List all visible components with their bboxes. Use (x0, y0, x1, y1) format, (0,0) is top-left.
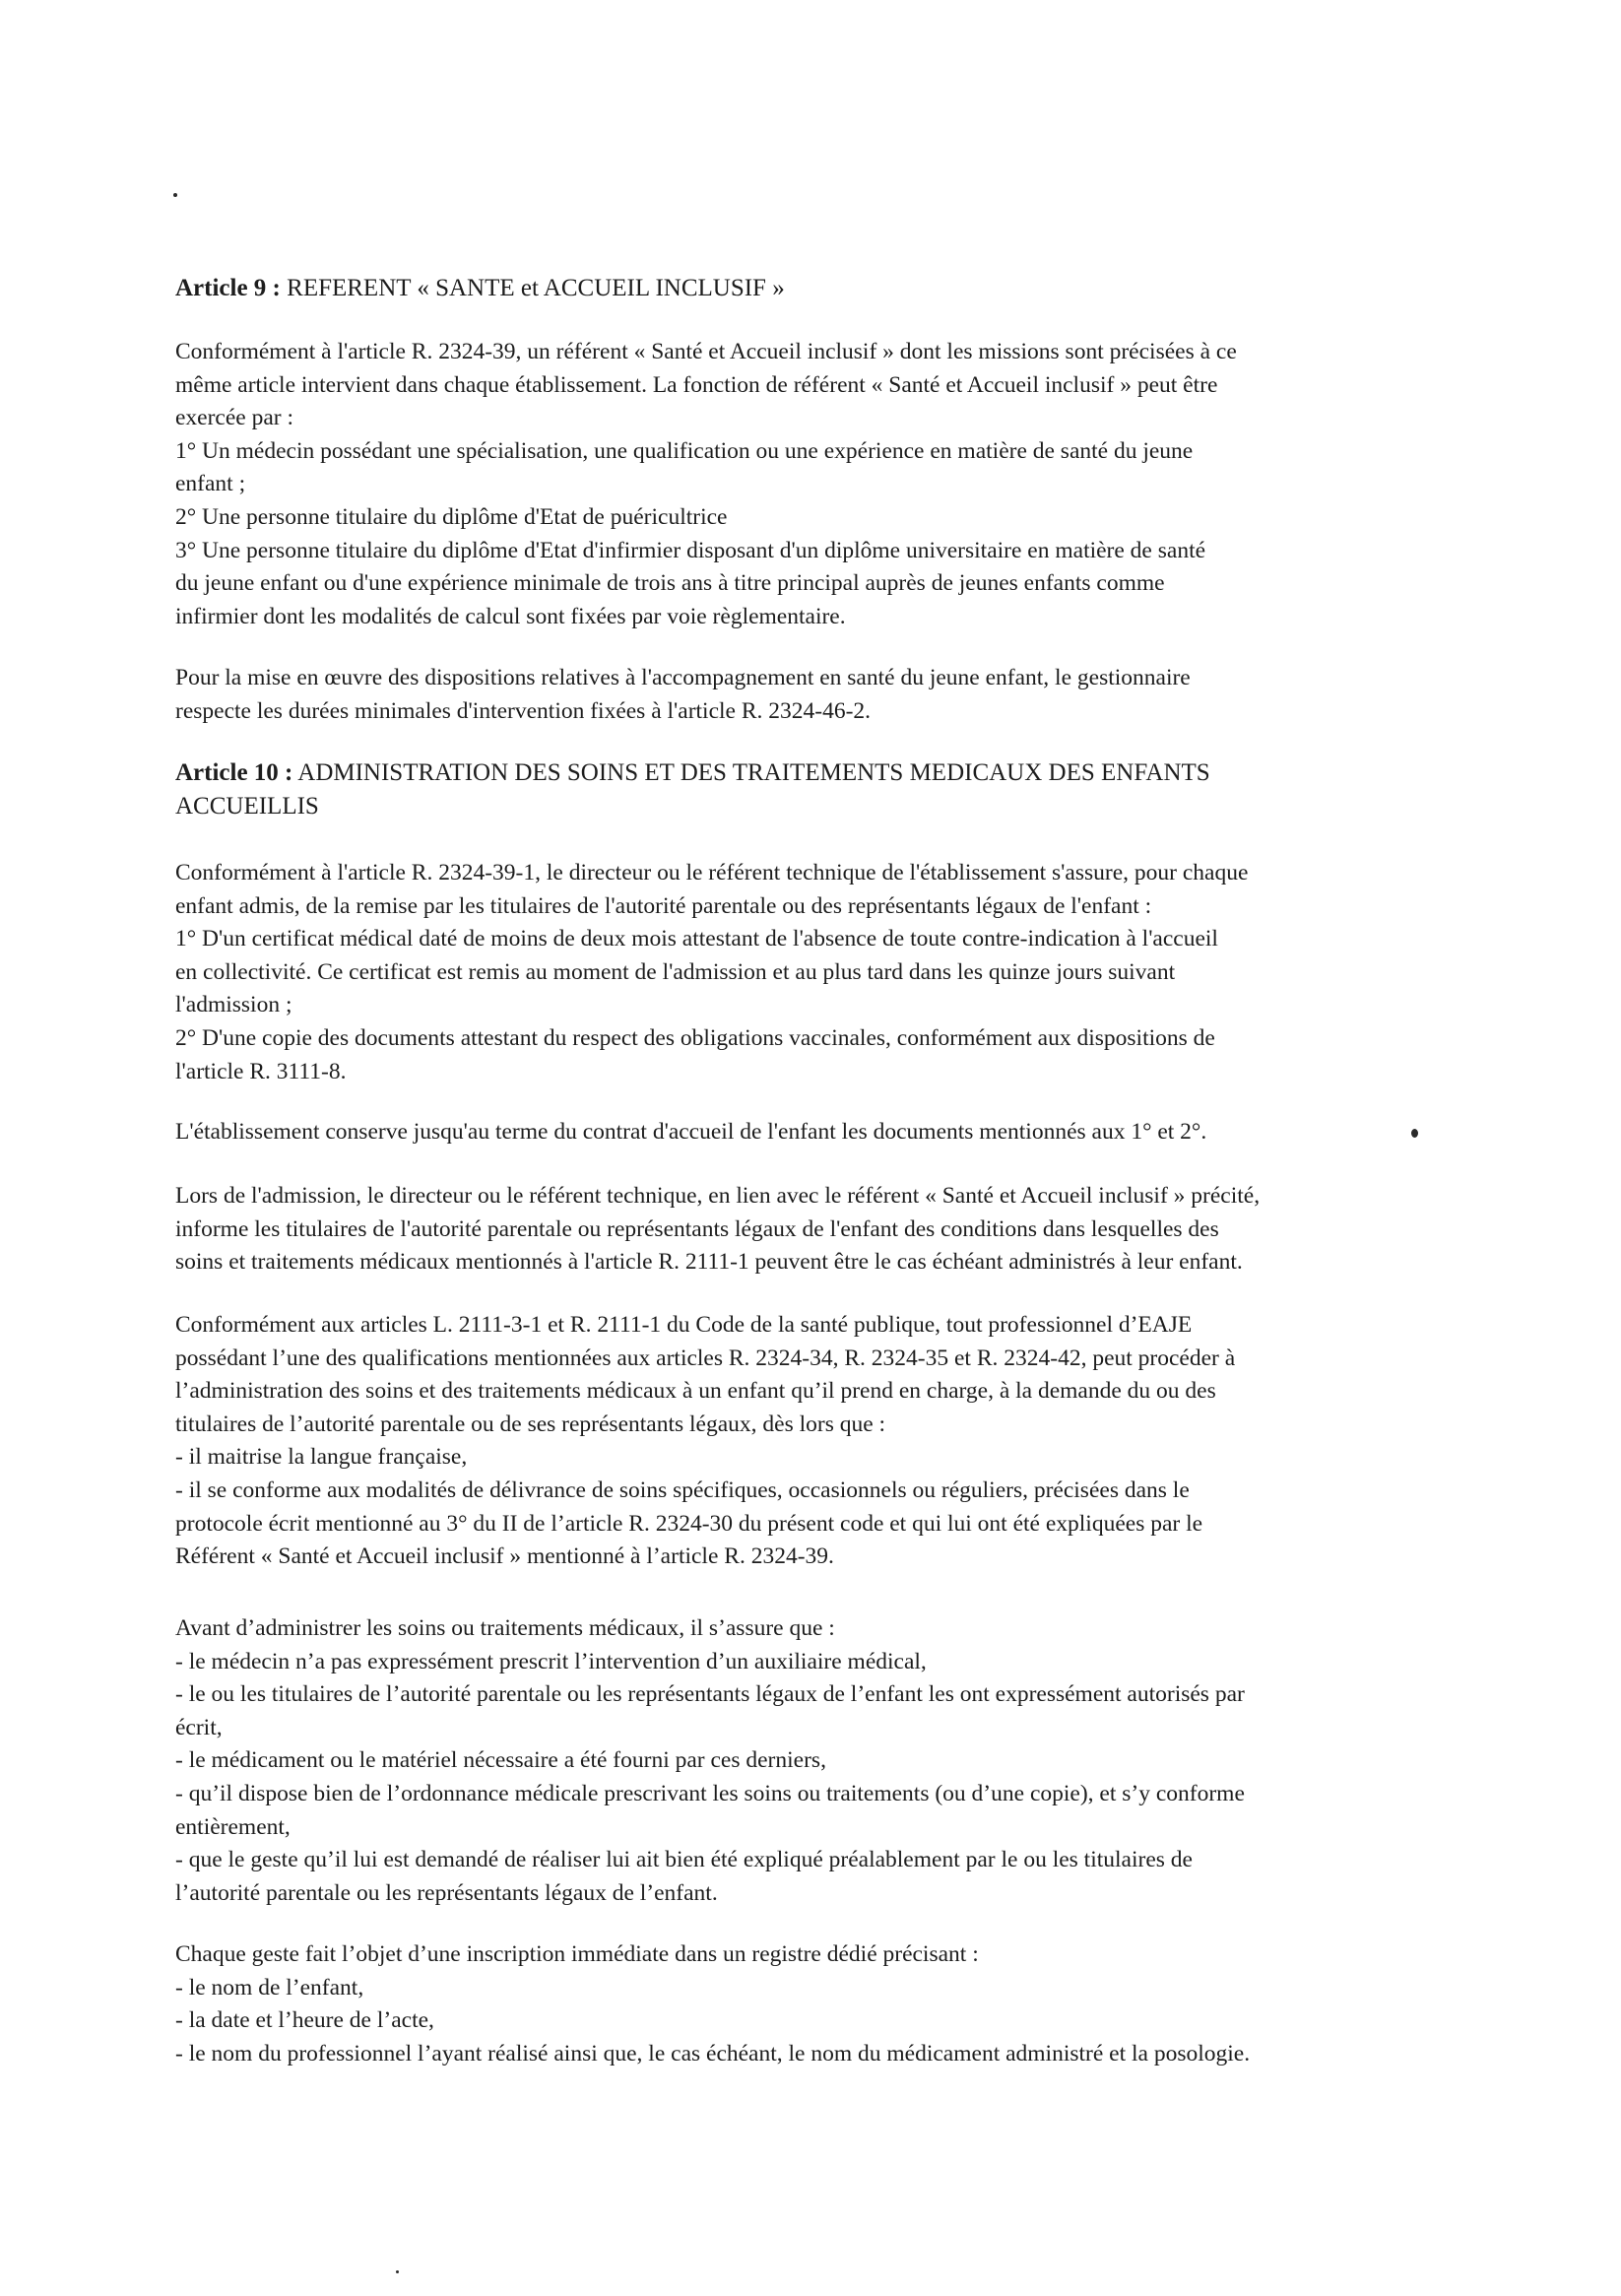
article-10-paragraph-2 (175, 1116, 1428, 1149)
scan-speck (173, 193, 177, 197)
text-line: respecte les durées minimales d'intervention fixées à l'article R. 2324-46-2. (175, 697, 872, 724)
text-line: - le ou les titulaires de l’autorité parentale ou les représentants légaux de l’enfant les ont expressément autorisés par (175, 1681, 1245, 1708)
text-line: Référent « Santé et Accueil inclusif » mentionné à l’article R. 2324-39. (175, 1543, 834, 1570)
text-line: titulaires de l’autorité parentale ou de ses représentants légaux, dès lors que : (175, 1410, 886, 1437)
text-line: - le nom de l’enfant, (175, 1974, 364, 2001)
text-line: - le médicament ou le matériel nécessaire a été fourni par ces derniers, (175, 1747, 826, 1774)
text-line: écrit, (175, 1714, 223, 1740)
article-9-heading (175, 272, 1428, 305)
text-line: - le nom du professionnel l’ayant réalisé ainsi que, le cas échéant, le nom du médicament administré et la posologie. (175, 2040, 1251, 2066)
article-9-label: Article 9 : (175, 275, 281, 301)
article-9-paragraph-2 (175, 662, 1428, 728)
text-line: Pour la mise en œuvre des dispositions relatives à l'accompagnement en santé du jeune enfant, le gestionnaire (175, 665, 1191, 690)
article-10-title-line-1: ADMINISTRATION DES SOINS ET DES TRAITEMENTS MEDICAUX DES ENFANTS (292, 759, 1210, 786)
text-line: - que le geste qu’il lui est demandé de réaliser lui ait bien été expliqué préalablement par le ou les titulaires de (175, 1847, 1193, 1873)
text-line: l'article R. 3111-8. (175, 1058, 347, 1084)
article-10-paragraph-1 (175, 857, 1428, 1088)
article-10-paragraph-5 (175, 1612, 1428, 1910)
article-10-heading (175, 756, 1428, 822)
text-line: Avant d’administrer les soins ou traitements médicaux, il s’assure que : (175, 1615, 835, 1641)
text-line: soins et traitements médicaux mentionnés à l'article R. 2111-1 peuvent être le cas échéant administrés à leur enfant. (175, 1249, 1243, 1276)
text-line: même article intervient dans chaque établissement. La fonction de référent « Santé et Accueil inclusif » peut être (175, 371, 1218, 398)
article-9-title: REFERENT « SANTE et ACCUEIL INCLUSIF » (280, 275, 785, 301)
text-line: enfant admis, de la remise par les titulaires de l'autorité parentale ou des représentants légaux de l'enfant : (175, 892, 1152, 919)
text-line: infirmier dont les modalités de calcul sont fixées par voie règlementaire. (175, 603, 846, 629)
text-line: L'établissement conserve jusqu'au terme du contrat d'accueil de l'enfant les documents mentionnés aux 1° et 2°. (175, 1119, 1207, 1145)
text-line: Conformément à l'article R. 2324-39, un référent « Santé et Accueil inclusif » dont les missions sont précisées à ce (175, 339, 1237, 364)
text-line: l’administration des soins et des traitements médicaux à un enfant qu’il prend en charge, à la demande du ou des (175, 1378, 1216, 1405)
text-line: 1° Un médecin possédant une spécialisation, une qualification ou une expérience en matière de santé du jeune (175, 437, 1194, 464)
text-line: enfant ; (175, 471, 246, 497)
text-line: entièrement, (175, 1813, 291, 1840)
text-line: possédant l’une des qualifications mentionnées aux articles R. 2324-34, R. 2324-35 et R. 2324-42, peut procéder à (175, 1345, 1236, 1371)
text-line: - il maitrise la langue française, (175, 1444, 468, 1471)
text-line: - il se conforme aux modalités de délivrance de soins spécifiques, occasionnels ou réguliers, précisées dans le (175, 1476, 1190, 1503)
text-line: 2° Une personne titulaire du diplôme d'Etat de puéricultrice (175, 503, 728, 530)
text-line: l’autorité parentale ou les représentants légaux de l’enfant. (175, 1879, 718, 1906)
text-line: Conformément aux articles L. 2111-3-1 et R. 2111-1 du Code de la santé publique, tout professionnel d’EAJE (175, 1312, 1193, 1338)
text-line: 2° D'une copie des documents attestant du respect des obligations vaccinales, conformément aux dispositions de (175, 1024, 1215, 1051)
text-line: - le médecin n’a pas expressément prescrit l’intervention d’un auxiliaire médical, (175, 1648, 927, 1674)
text-line: protocole écrit mentionné au 3° du II de l’article R. 2324-30 du présent code et qui lui ont été expliquées par le (175, 1510, 1203, 1537)
article-10-paragraph-6 (175, 1938, 1428, 2070)
text-line: - la date et l’heure de l’acte, (175, 2007, 434, 2034)
text-line: Lors de l'admission, le directeur ou le référent technique, en lien avec le référent « Santé et Accueil inclusif » précité, (175, 1183, 1261, 1209)
article-10-paragraph-3 (175, 1180, 1428, 1279)
text-line: l'admission ; (175, 992, 292, 1018)
article-10-title-line-2: ACCUEILLIS (175, 792, 319, 820)
text-line: informe les titulaires de l'autorité parentale ou représentants légaux de l'enfant des conditions dans lesquelles des (175, 1215, 1219, 1242)
text-line: - qu’il dispose bien de l’ordonnance médicale prescrivant les soins ou traitements (ou d’une copie), et s’y conforme (175, 1780, 1245, 1806)
text-line: Conformément à l'article R. 2324-39-1, le directeur ou le référent technique de l'établissement s'assure, pour chaque (175, 860, 1249, 886)
article-10-paragraph-4 (175, 1309, 1428, 1574)
text-line: exercée par : (175, 405, 294, 431)
scan-speck (396, 2270, 399, 2273)
text-line: 1° D'un certificat médical daté de moins de deux mois attestant de l'absence de toute contre-indication à l'accueil (175, 926, 1218, 952)
text-line: en collectivité. Ce certificat est remis au moment de l'admission et au plus tard dans les quinze jours suivant (175, 958, 1176, 985)
text-line: 3° Une personne titulaire du diplôme d'Etat d'infirmier disposant d'un diplôme universitaire en matière de santé (175, 537, 1206, 563)
text-line: Chaque geste fait l’objet d’une inscription immédiate dans un registre dédié précisant : (175, 1941, 979, 1967)
article-10-label: Article 10 : (175, 759, 293, 786)
article-9-paragraph-1 (175, 336, 1428, 633)
text-line: du jeune enfant ou d'une expérience minimale de trois ans à titre principal auprès de jeunes enfants comme (175, 570, 1165, 597)
